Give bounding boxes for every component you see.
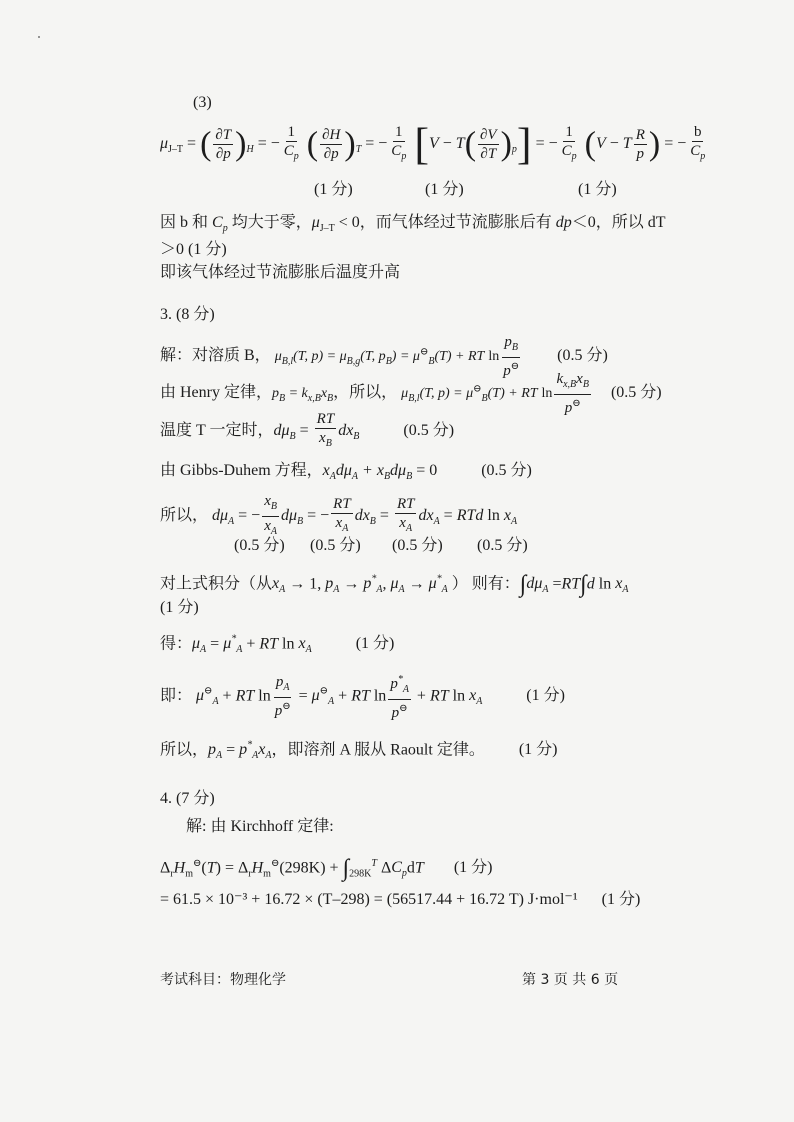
ie-line: 即： $\mu^⊖_A$ + RT ln $\frac{p_A}{p^⊖}$ = $\mu^⊖_A$ + RT ln $\frac{p^*_A}{p^⊖}$ + RT $\ln x_A$ (1 分)	[160, 670, 565, 725]
reason-line-1: 因 b 和 $C_p$ 均大于零，$\mu_{J-T} < 0$，而气体经过节流膨胀后有 dp＜0，所以 dT	[160, 214, 666, 235]
scan-speck	[38, 36, 40, 38]
mark-3: (1 分)	[578, 181, 617, 198]
mark-2: (1 分)	[425, 181, 464, 198]
part3-label: (3)	[193, 94, 212, 111]
q4-solution: 解: 由 Kirchhoff 定律:	[186, 818, 334, 835]
mark-half-1: (0.5 分)	[234, 537, 285, 554]
mark-1: (1 分)	[314, 181, 353, 198]
joule-thomson-equation: $\mu_{J-T}$ = ( $\frac{\partial T}{\partial p}$ )$_H$ = − $\frac{1}{C_p}$ ( $\frac{\partial H}{\partial p}$ )$_T$ = − $\frac{1}{C_p}$ [V − T( $\frac{\partial V}{\partial T}$ )$_p$] = − $\frac{1}{C_p}$ (V − T $\frac{R}{p}$ ) = − $\frac{b}{C_p}$	[160, 119, 706, 169]
integration-mark: (1 分)	[160, 599, 199, 616]
footer-page-number: 第 3 页 共 6 页	[522, 972, 619, 988]
reason-line-2: ＞0 (1 分)	[160, 241, 227, 258]
q4-header: 4. (7 分)	[160, 790, 215, 807]
q3-header: 3. (8 分)	[160, 306, 215, 323]
raoult-line: 所以，$p_A = p^*_Ax_A$，即溶剂 A 服从 Raoult 定律。 (1 分)	[160, 740, 558, 762]
q3-solute-line: 解：对溶质 B， $\mu_{B,l}(T$, $p) = \mu_{B,g}(T$, $p_B) = \mu^⊖_B(T)$ + RT ln $\frac{p_B}{p^⊖}$ (0.5 分)	[160, 334, 608, 379]
footer-subject: 考试科目：物理化学	[160, 972, 286, 988]
temp-const-line: 温度 T 一定时，$d\mu_B$ = $\frac{RT}{x_B}$ $dx_B$ (0.5 分)	[160, 411, 455, 449]
mark-half-3: (0.5 分)	[392, 537, 443, 554]
kirchhoff-line-1: $\Delta_rH_m^⊖(T) = \Delta_rH_m^⊖(298K) + \int_{298K}^T$ $\Delta C_pdT$ (1 分)	[160, 855, 493, 882]
gibbs-duhem-line: 由 Gibbs-Duhem 方程，$x_Ad\mu_A + x_Bd\mu_B = 0$ (0.5 分)	[160, 462, 532, 483]
mark-half-2: (0.5 分)	[310, 537, 361, 554]
conclusion: 即该气体经过节流膨胀后温度升高	[160, 264, 401, 281]
henry-line: 由 Henry 定律，$p_B = k_{x,B}x_B$，所以， $\mu_{B,l}(T$, $p) = \mu^⊖_B(T)$ + RT ln $\frac{k_{x,B}x_B}{p^⊖}$ (0.5 分)	[160, 371, 662, 416]
integration-line: 对上式积分（从$x_A \to 1$, $p_A \to p^*_A$, $\mu_A \to \mu^*_A$ ） 则有：$\int d\mu_A =RT\int d$ $\ln x_A$	[160, 571, 629, 598]
result-line: 得：$\mu_A = \mu^*_A$ + RT $\ln x_A$ (1 分)	[160, 634, 395, 656]
mark-half-4: (0.5 分)	[477, 537, 528, 554]
therefore-line: 所以， $d\mu_A$ = − $\frac{x_B}{x_A}$ $d\mu_B$ = − $\frac{RT}{x_A}$ $dx_B$ = $\frac{RT}{x_A}$ $dx_A$ = RTd $\ln x_A$	[160, 493, 518, 537]
kirchhoff-line-2: = 61.5 × 10⁻³ + 16.72 × (T–298) = (56517.44 + 16.72 T) J·mol⁻¹ (1 分)	[160, 891, 641, 908]
